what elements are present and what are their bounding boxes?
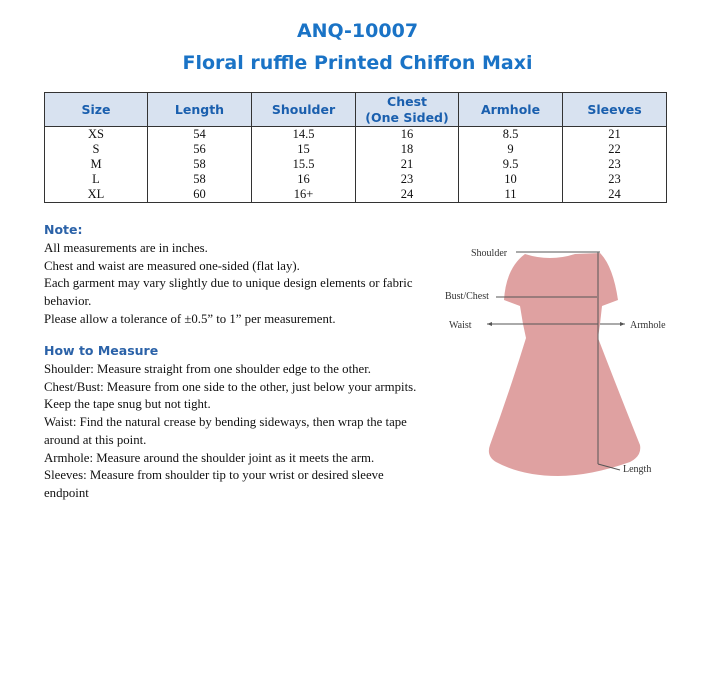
text-line: Waist: Find the natural crease by bending sideways, then wrap the tape around at this point. xyxy=(44,415,407,447)
table-cell: M xyxy=(45,157,148,172)
how-to-measure-heading: How to Measure xyxy=(44,343,159,358)
size-chart-table xyxy=(44,92,667,203)
table-cell: 16 xyxy=(252,172,356,187)
shoulder-label: Shoulder xyxy=(471,248,508,259)
how-to-measure-text xyxy=(44,361,419,503)
table-row xyxy=(45,157,667,172)
table-row xyxy=(45,127,667,143)
column-header: Armhole xyxy=(459,93,563,127)
table-cell: 11 xyxy=(459,187,563,203)
text-line: Armhole: Measure around the shoulder joint as it meets the arm. xyxy=(44,450,375,465)
text-line: Please allow a tolerance of ±0.5” to 1” per measurement. xyxy=(44,311,336,326)
dress-measurement-diagram xyxy=(440,240,700,500)
table-cell: 56 xyxy=(148,142,252,157)
note-text xyxy=(44,240,419,329)
armhole-arrow-icon xyxy=(620,322,625,326)
table-body xyxy=(45,127,667,203)
table-cell: 24 xyxy=(563,187,667,203)
text-line: Shoulder: Measure straight from one shoulder edge to the other. xyxy=(44,362,371,376)
text-line: Sleeves: Measure from shoulder tip to your wrist or desired sleeve endpoint xyxy=(44,468,384,500)
text-line: Each garment may vary slightly due to unique design elements or fabric behavior. xyxy=(44,276,413,309)
text-line: Chest and waist are measured one-sided (flat lay). xyxy=(44,258,300,273)
table-cell: 23 xyxy=(356,172,459,187)
armhole-label: Armhole xyxy=(630,320,666,331)
table-cell: 9.5 xyxy=(459,157,563,172)
product-name: Floral ruffle Printed Chiffon Maxi xyxy=(182,52,533,74)
table-cell: 8.5 xyxy=(459,127,563,143)
table-cell: XS xyxy=(45,127,148,143)
table-cell: 58 xyxy=(148,172,252,187)
waist-arrow-icon xyxy=(487,322,492,326)
column-header: Sleeves xyxy=(563,93,667,127)
table-cell: 22 xyxy=(563,142,667,157)
table-cell: 23 xyxy=(563,172,667,187)
text-line: Chest/Bust: Measure from one side to the other, just below your armpits. Keep the tape snug but not tight. xyxy=(44,379,417,412)
length-label: Length xyxy=(623,464,652,475)
column-header: Shoulder xyxy=(252,93,356,127)
table-cell: 15.5 xyxy=(252,157,356,172)
product-code: ANQ-10007 xyxy=(296,20,419,42)
table-cell: S xyxy=(45,142,148,157)
column-header: Size xyxy=(45,93,148,127)
table-cell: 58 xyxy=(148,157,252,172)
table-cell: 18 xyxy=(356,142,459,157)
table-cell: 10 xyxy=(459,172,563,187)
column-header: Chest (One Sided) xyxy=(356,93,459,127)
table-cell: 54 xyxy=(148,127,252,143)
table-cell: 21 xyxy=(356,157,459,172)
table-cell: 16 xyxy=(356,127,459,143)
bust-label: Bust/Chest xyxy=(445,291,489,302)
table-cell: 24 xyxy=(356,187,459,203)
table-cell: 9 xyxy=(459,142,563,157)
text-line: All measurements are in inches. xyxy=(44,241,208,255)
table-cell: XL xyxy=(45,187,148,203)
table-row xyxy=(45,172,667,187)
table-header-row xyxy=(45,93,667,127)
table-row xyxy=(45,142,667,157)
note-heading: Note: xyxy=(44,222,83,237)
table-cell: 14.5 xyxy=(252,127,356,143)
dress-illustration xyxy=(489,253,640,476)
table-cell: 60 xyxy=(148,187,252,203)
table-cell: 16+ xyxy=(252,187,356,203)
column-header: Length xyxy=(148,93,252,127)
waist-label: Waist xyxy=(449,320,472,331)
table-row xyxy=(45,187,667,203)
table-cell: 23 xyxy=(563,157,667,172)
table-cell: 21 xyxy=(563,127,667,143)
table-cell: L xyxy=(45,172,148,187)
table-cell: 15 xyxy=(252,142,356,157)
